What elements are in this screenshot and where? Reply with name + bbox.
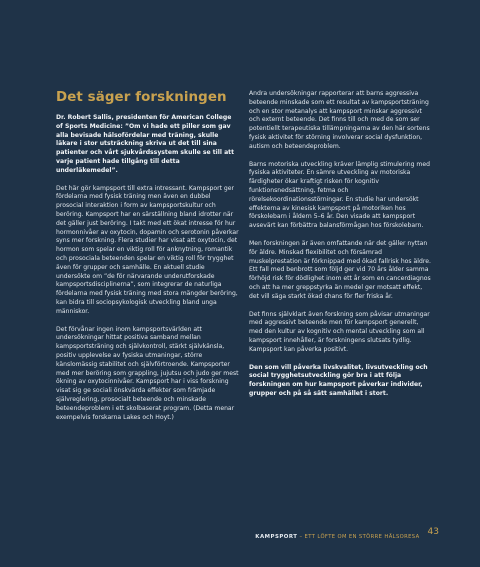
footer-tagline: – ETT LÖFTE OM EN STÖRRE HÄLSORESA bbox=[297, 533, 420, 540]
conclusion-paragraph: Den som vill påverka livskvalitet, livsutveckling och social trygghetsutveckling gör bra i att följa forskningen om hur kampsport påverkar individer, grupper och på så sätt samhället i stort. bbox=[249, 363, 428, 397]
body-paragraph: Det här gör kampsport till extra intressant. Kampsport ger fördelarna med fysisk träning men även en dubbel prosocial interaktion i form av kampsportskultur och beröring. Kampsport har en särställning bland idrotter när det gäller just beröring. I takt med ett ökat intresse för hur hormonnivåer av oxytocin, dopamin och serotonin påverkar syns mer forskning. Flera studier har visat att oxytocin, det hormon som spelar en viktig roll för anknytning, romantik och prosociala beteenden spelar en viktig roll för trygghet även för grupper och samhälle. En aktuell studie undersökte om ”de för närvarande underutforskade kampsportsdisciplinerna”, som integrerar de naturliga fördelarna med fysisk träning med stora mängder beröring, kan bidra till sociopsykologisk utveckling bland unga människor. bbox=[56, 184, 239, 315]
left-column bbox=[56, 90, 239, 431]
body-paragraph: Det förvånar ingen inom kampsportsvärlden att undersökningar hittat positiva samband mellan kampsportsträning och självkontroll, stärkt självkänsla, positiv upplevelse av fysiska utmaningar, större känslomässig stabilitet och självförtroende. Kampsporter med mer beröring som grappling, jujutsu och judo ger mest ökning av oxytocinnivåer. Kampsport har i viss forskning visat sig ge sociali önskvärda effekter som främjade självreglering, prosocialt beteende och minskade beteendeproblem i ett skolbaserat program. (Detta menar exempelvis forskarna Lakes och Hoyt.) bbox=[56, 325, 239, 421]
page-footer bbox=[255, 526, 439, 538]
body-paragraph: Men forskningen är även omfattande när det gäller nyttan för äldre. Minskad flexibilitet och försämrad muskelprestation är förknippad med ökad fallrisk hos äldre. Ett fall med benbrott som följd ger vid 70 års ålder samma förhöjd risk för dödlighet inom ett år som en cancerdiagnos och att ha mer greppstyrka än medel ger motsatt effekt, det vill säga starkt ökad chans för fler friska år. bbox=[249, 239, 431, 300]
footer-brand: KAMPSPORT bbox=[255, 533, 298, 540]
right-column bbox=[249, 90, 432, 408]
body-paragraph: Andra undersökningar rapporterar att barns aggressiva beteende minskade som ett resultat av kampsportsträning och en stor metanalys att kampsport minskar aggressivt och externt beteende. Det finns till och med de som ser potentiellt terapeutiska tillämpningarna av den här sortens fysisk aktivitet för störning involverar social dysfunktion, autism och beteendeproblem. bbox=[249, 90, 430, 150]
body-paragraph: Det finns självklart även forskning som påvisar utmaningar med aggressivt beteende men för kampsport generellt, med den kultur av kognitiv och mental utveckling som all kampsport innehåller, är forskningens slutsats tydlig. Kampsport kan påverka positivt. bbox=[249, 310, 430, 353]
page-number: 43 bbox=[427, 527, 439, 537]
section-heading: Det säger forskningen bbox=[56, 90, 227, 105]
quote-paragraph: Dr. Robert Sallis, presidenten för American College of Sports Medicine: ”Om vi hade ett piller som gav alla bevisade hälsofördelar med träning, skulle läkare i stor utsträckning skriva ut det till sina patienter och vårt sjukvårdssystem skulle se till att varje patient hade tillgång till detta underläkemedel”. bbox=[56, 114, 235, 174]
body-paragraph: Barns motoriska utveckling kräver lämplig stimulering med fysiska aktiviteter. En sämre utveckling av motoriska färdigheter ökar kraftigt risken för kognitiv funktionsnedsättning, fetma och rörelsekoordinationsstörningar. En studie har undersökt effekterna av kinesisk kampsport på motoriken hos förskolebarn i åldern 5–6 år. Den visade att kampsport avsevärt kan förbättra balansförmågan hos förskolebarn. bbox=[249, 160, 430, 230]
footer-running-title bbox=[255, 523, 419, 542]
